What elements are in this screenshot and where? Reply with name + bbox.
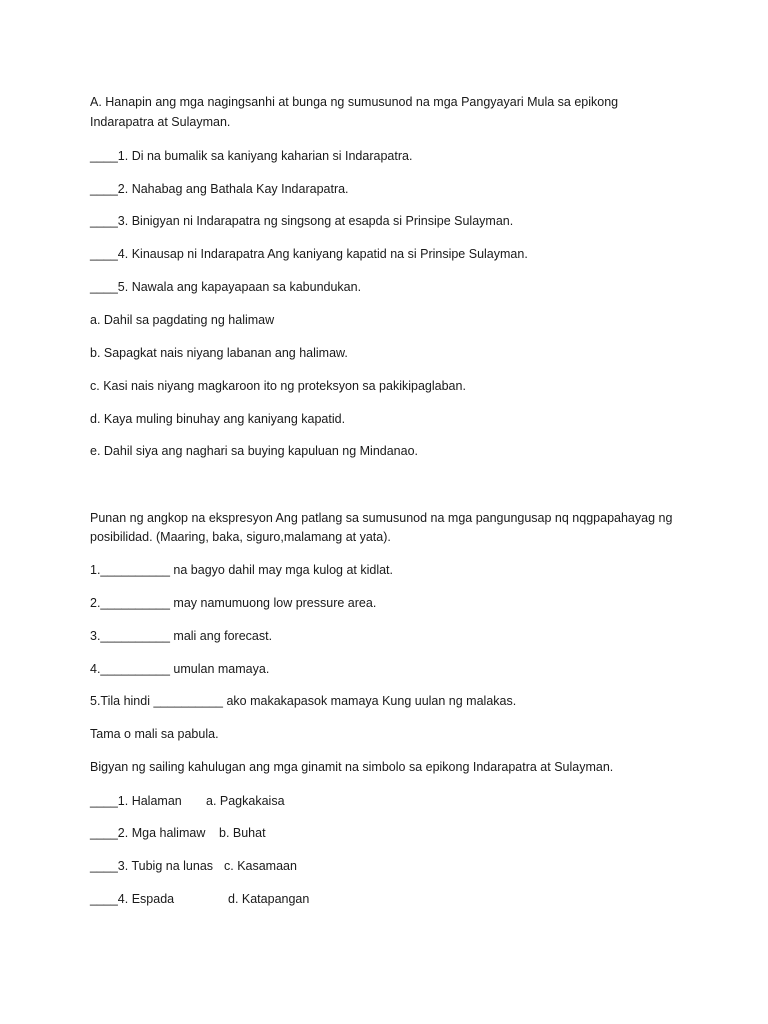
section-a-item-5: ____5. Nawala ang kapayapaan sa kabundukan.: [90, 280, 362, 294]
section-d-item-4-meaning: d. Katapangan: [228, 892, 310, 906]
section-b-item-5: 5.Tila hindi __________ ako makakapasok mamaya Kung uulan ng malakas.: [90, 694, 517, 708]
section-a-item-2: ____2. Nahabag ang Bathala Kay Indarapatra.: [90, 182, 349, 196]
section-b-instruction-line1: Punan ng angkop na ekspresyon Ang patlang sa sumusunod na mga pangungusap nq nqgpapahayag ng: [90, 511, 673, 525]
section-a-choice-d: d. Kaya muling binuhay ang kaniyang kapatid.: [90, 412, 346, 426]
section-b-item-1: 1.__________ na bagyo dahil may mga kulog at kidlat.: [90, 563, 393, 577]
section-d-item-2-meaning: b. Buhat: [219, 826, 266, 840]
section-a-choice-a: a. Dahil sa pagdating ng halimaw: [90, 313, 275, 327]
section-b-instruction-line2: posibilidad. (Maaring, baka, siguro,malamang at yata).: [90, 530, 391, 544]
section-d-item-1-meaning: a. Pagkakaisa: [206, 794, 285, 808]
section-d-item-2-term: ____2. Mga halimaw: [90, 826, 206, 840]
section-a-choice-c: c. Kasi nais niyang magkaroon ito ng proteksyon sa pakikipaglaban.: [90, 379, 466, 393]
section-d-item-1-term: ____1. Halaman: [90, 794, 182, 808]
section-d-instruction: Bigyan ng sailing kahulugan ang mga ginamit na simbolo sa epikong Indarapatra at Sulayman.: [90, 760, 614, 774]
section-b-item-2: 2.__________ may namumuong low pressure area.: [90, 596, 377, 610]
section-b-item-3: 3.__________ mali ang forecast.: [90, 629, 273, 643]
section-b-item-4: 4.__________ umulan mamaya.: [90, 662, 270, 676]
section-d-item-4-term: ____4. Espada: [90, 892, 175, 906]
section-a-item-3: ____3. Binigyan ni Indarapatra ng singsong at esapda si Prinsipe Sulayman.: [90, 214, 514, 228]
section-a-instruction-line2: Indarapatra at Sulayman.: [90, 115, 231, 129]
section-a-instruction-line1: A. Hanapin ang mga nagingsanhi at bunga ng sumusunod na mga Pangyayari Mula sa epikong: [90, 95, 619, 109]
section-a-choice-e: e. Dahil siya ang naghari sa buying kapuluan ng Mindanao.: [90, 444, 419, 458]
section-a-item-1: ____1. Di na bumalik sa kaniyang kaharian si Indarapatra.: [90, 149, 413, 163]
section-c-instruction: Tama o mali sa pabula.: [90, 727, 219, 741]
section-d-item-3-term: ____3. Tubig na lunas: [90, 859, 214, 873]
section-a-choice-b: b. Sapagkat nais niyang labanan ang halimaw.: [90, 346, 348, 360]
section-d-item-3-meaning: c. Kasamaan: [224, 859, 297, 873]
section-a-item-4: ____4. Kinausap ni Indarapatra Ang kaniyang kapatid na si Prinsipe Sulayman.: [90, 247, 528, 261]
